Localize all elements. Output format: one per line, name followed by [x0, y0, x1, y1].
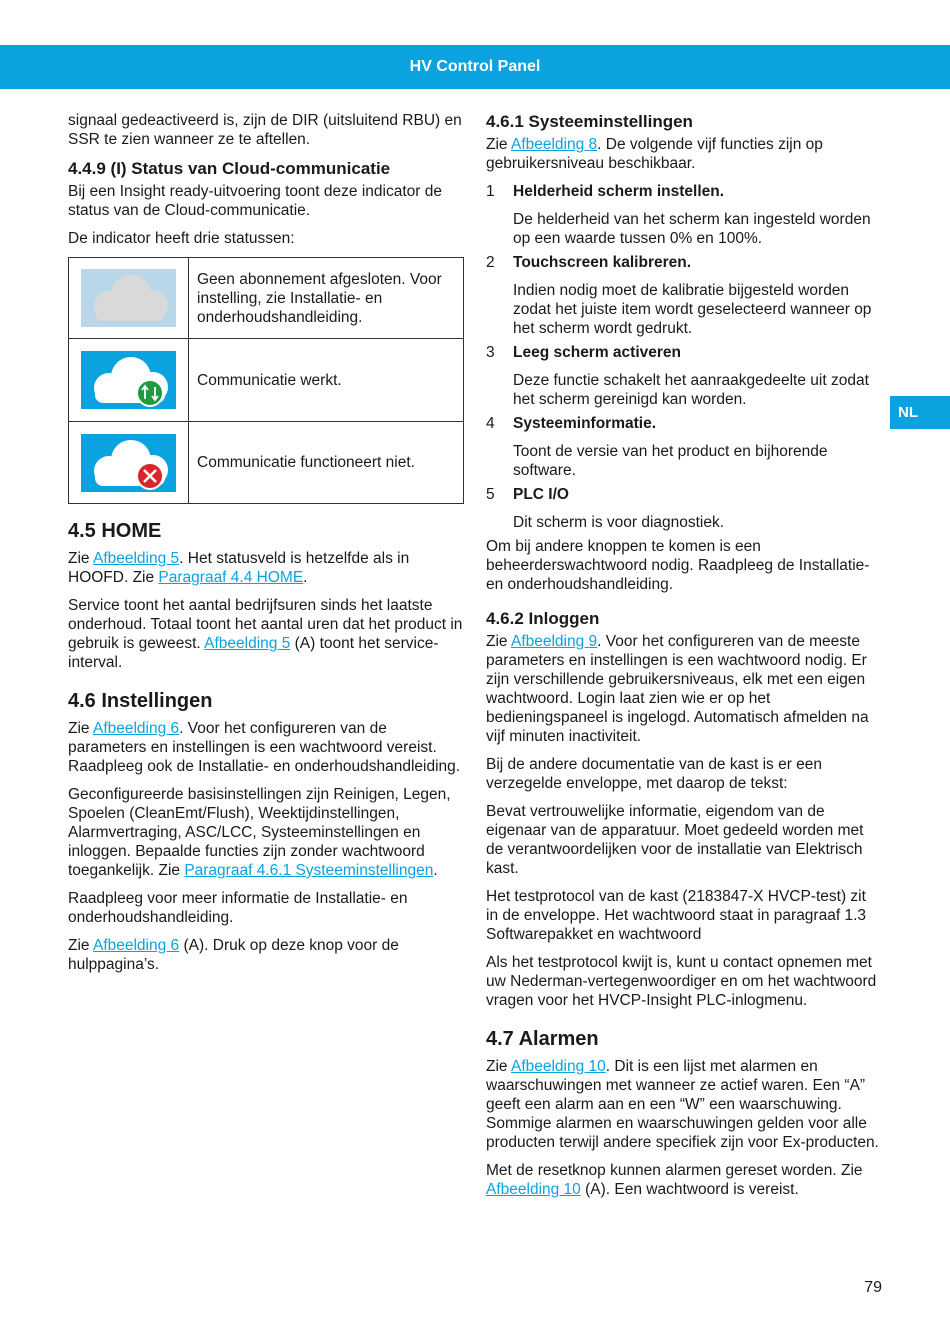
paragraph: Om bij andere knoppen te komen is een beheerderswachtwoord nodig. Raadpleeg de Installatie- en onderhoudshandleiding. [486, 538, 870, 593]
section-heading-4-6-2: 4.6.2 Inloggen [486, 609, 600, 628]
table-cell-icon [69, 339, 189, 422]
list-item-number: 4 [486, 415, 495, 432]
cloud-grey-icon [81, 269, 176, 327]
section-heading-4-7: 4.7 Alarmen [486, 1028, 599, 1050]
text: Zie [486, 633, 511, 650]
paragraph [68, 549, 466, 587]
text: . Voor het configureren van de meeste parameters en instellingen is een wachtwoord nodig. Er zijn verschillende gebruikersniveaus, elk met een eigen wachtwoord. Login laat zien wie er op het bedieningspaneel is ingelogd. Automatisch afmelden na vijf minuten inactiviteit. [486, 633, 869, 745]
left-column [68, 111, 466, 983]
list-item-number: 2 [486, 254, 495, 271]
link-afbeelding-6[interactable]: Afbeelding 6 [92, 720, 180, 737]
list-item [486, 485, 882, 532]
table-cell-icon [69, 422, 189, 504]
section-heading-4-5: 4.5 HOME [68, 520, 162, 542]
text: . [433, 862, 438, 879]
link-afbeelding-5[interactable]: Afbeelding 5 [204, 635, 291, 652]
text: (A). Een wachtwoord is vereist. [580, 1181, 799, 1198]
link-afbeelding-10[interactable]: Afbeelding 10 [486, 1181, 581, 1198]
table-row [69, 422, 464, 504]
function-list [486, 182, 882, 532]
list-item-body: Toont de versie van het product en bijhorende software. [513, 443, 828, 479]
paragraph: De indicator heeft drie statussen: [68, 230, 295, 247]
list-item-title: Helderheid scherm instellen. [513, 183, 725, 200]
table-cell-text: Communicatie functioneert niet. [189, 422, 464, 504]
cloud-ok-icon [81, 351, 176, 409]
list-item [486, 343, 882, 409]
text: . Het statusveld is hetzelfde als in HOOFD. Zie [68, 550, 410, 586]
paragraph: Als het testprotocol kwijt is, kunt u contact opnemen met uw Nederman-vertegenwoordiger en om het wachtwoord vragen voor het HVCP-Insight PLC-inlogmenu. [486, 954, 877, 1009]
link-afbeelding-6[interactable]: Afbeelding 6 [92, 937, 180, 954]
table-row [69, 258, 464, 339]
list-item-body: De helderheid van het scherm kan ingesteld worden op een waarde tussen 0% en 100%. [513, 211, 871, 247]
text: Zie [68, 720, 93, 737]
paragraph [68, 596, 466, 672]
list-item-number: 3 [486, 344, 495, 361]
language-tab-label: NL [898, 404, 918, 421]
table-cell-text: Communicatie werkt. [189, 339, 464, 422]
paragraph: Bij de andere documentatie van de kast is er een verzegelde enveloppe, met daarop de tekst: [486, 756, 823, 792]
paragraph [486, 1057, 882, 1152]
text: Zie [486, 136, 511, 153]
list-item [486, 414, 882, 480]
list-item [486, 253, 882, 338]
section-heading-4-6: 4.6 Instellingen [68, 690, 213, 712]
table-row [69, 339, 464, 422]
link-afbeelding-10[interactable]: Afbeelding 10 [510, 1058, 606, 1075]
list-item-title: Touchscreen kalibreren. [513, 254, 692, 271]
text: Service toont het aantal bedrijfsuren sinds het laatste onderhoud. Totaal toont het aantal uren dat het product in gebruik is geweest. [68, 597, 463, 652]
intro-paragraph: signaal gedeactiveerd is, zijn de DIR (uitsluitend RBU) en SSR te zien wanneer ze te aftellen. [68, 112, 462, 148]
table-cell-text: Geen abonnement afgesloten. Voor instelling, zie Installatie- en onderhoudshandleiding. [189, 258, 464, 339]
link-paragraaf-4-4[interactable]: Paragraaf 4.4 HOME [158, 569, 304, 586]
list-item-body: Dit scherm is voor diagnostiek. [513, 514, 725, 531]
text: . De volgende vijf functies zijn op gebruikersniveau beschikbaar. [486, 136, 823, 172]
link-afbeelding-9[interactable]: Afbeelding 9 [510, 633, 598, 650]
text: Met de resetknop kunnen alarmen gereset worden. Zie [486, 1162, 863, 1179]
paragraph [486, 632, 882, 746]
cloud-error-icon [81, 434, 176, 492]
paragraph [68, 936, 466, 974]
text: Zie [68, 937, 93, 954]
table-cell-icon [69, 258, 189, 339]
link-paragraaf-4-6-1[interactable]: Paragraaf 4.6.1 Systeeminstellingen [184, 862, 434, 879]
text: Zie [486, 1058, 511, 1075]
paragraph: Bevat vertrouwelijke informatie, eigendom van de eigenaar van de apparatuur. Moet gedeeld worden met de verantwoordelijken voor de installatie van Elektrisch kast. [486, 803, 864, 877]
list-item-title: Leeg scherm activeren [513, 344, 682, 361]
list-item [486, 182, 882, 248]
language-tab-nl [890, 396, 950, 429]
list-item-body: Indien nodig moet de kalibratie bijgesteld worden zodat het juiste item wordt geselecteerd wanneer op het scherm wordt gedrukt. [513, 282, 872, 337]
paragraph [68, 719, 466, 776]
page-number: 79 [864, 1279, 882, 1296]
paragraph [486, 135, 882, 173]
list-item-number: 1 [486, 183, 495, 200]
paragraph [68, 785, 466, 880]
text: . [303, 569, 308, 586]
list-item-body: Deze functie schakelt het aanraakgedeelte uit zodat het scherm gereinigd kan worden. [513, 372, 869, 408]
cloud-status-table [68, 257, 464, 504]
text: (A) toont het service-interval. [68, 635, 439, 671]
section-heading-4-6-1: 4.6.1 Systeeminstellingen [486, 112, 693, 131]
section-heading-4-4-9: 4.4.9 (I) Status van Cloud-communicatie [68, 159, 391, 178]
paragraph: Het testprotocol van de kast (2183847-X HVCP-test) zit in de enveloppe. Het wachtwoord staat in paragraaf 1.3 Softwarepakket en wachtwoord [486, 888, 866, 943]
paragraph: Bij een Insight ready-uitvoering toont deze indicator de status van de Cloud-communicatie. [68, 183, 442, 219]
paragraph: Raadpleeg voor meer informatie de Installatie- en onderhoudshandleiding. [68, 890, 408, 926]
text: . Voor het configureren van de parameters en instellingen is een wachtwoord vereist. Raadpleeg ook de Installatie- en onderhoudshandleiding. [68, 720, 461, 775]
text: (A). Druk op deze knop voor de hulppagina’s. [68, 937, 399, 973]
list-item-number: 5 [486, 486, 495, 503]
right-column [486, 111, 882, 1208]
paragraph [486, 1161, 882, 1199]
header-bar [0, 45, 950, 89]
text: . Dit is een lijst met alarmen en waarschuwingen met wanneer ze actief waren. Een “A” geeft een alarm aan en een “W” een waarschuwing. Sommige alarmen en waarschuwingen gelden voor alle producten terwijl andere specifiek zijn voor Ex-producten. [486, 1058, 879, 1151]
link-afbeelding-5[interactable]: Afbeelding 5 [92, 550, 180, 567]
header-title: HV Control Panel [409, 58, 541, 75]
list-item-title: PLC I/O [513, 486, 569, 503]
text: Geconfigureerde basisinstellingen zijn Reinigen, Legen, Spoelen (CleanEmt/Flush), Weektijdinstellingen, Alarmvertraging, ASC/LCC, Systeeminstellingen en inloggen. Bepaalde functies zijn zonder wachtwoord toegankelijk. Zie [68, 786, 451, 879]
text: Zie [68, 550, 93, 567]
link-afbeelding-8[interactable]: Afbeelding 8 [510, 136, 598, 153]
list-item-title: Systeeminformatie. [513, 415, 656, 432]
